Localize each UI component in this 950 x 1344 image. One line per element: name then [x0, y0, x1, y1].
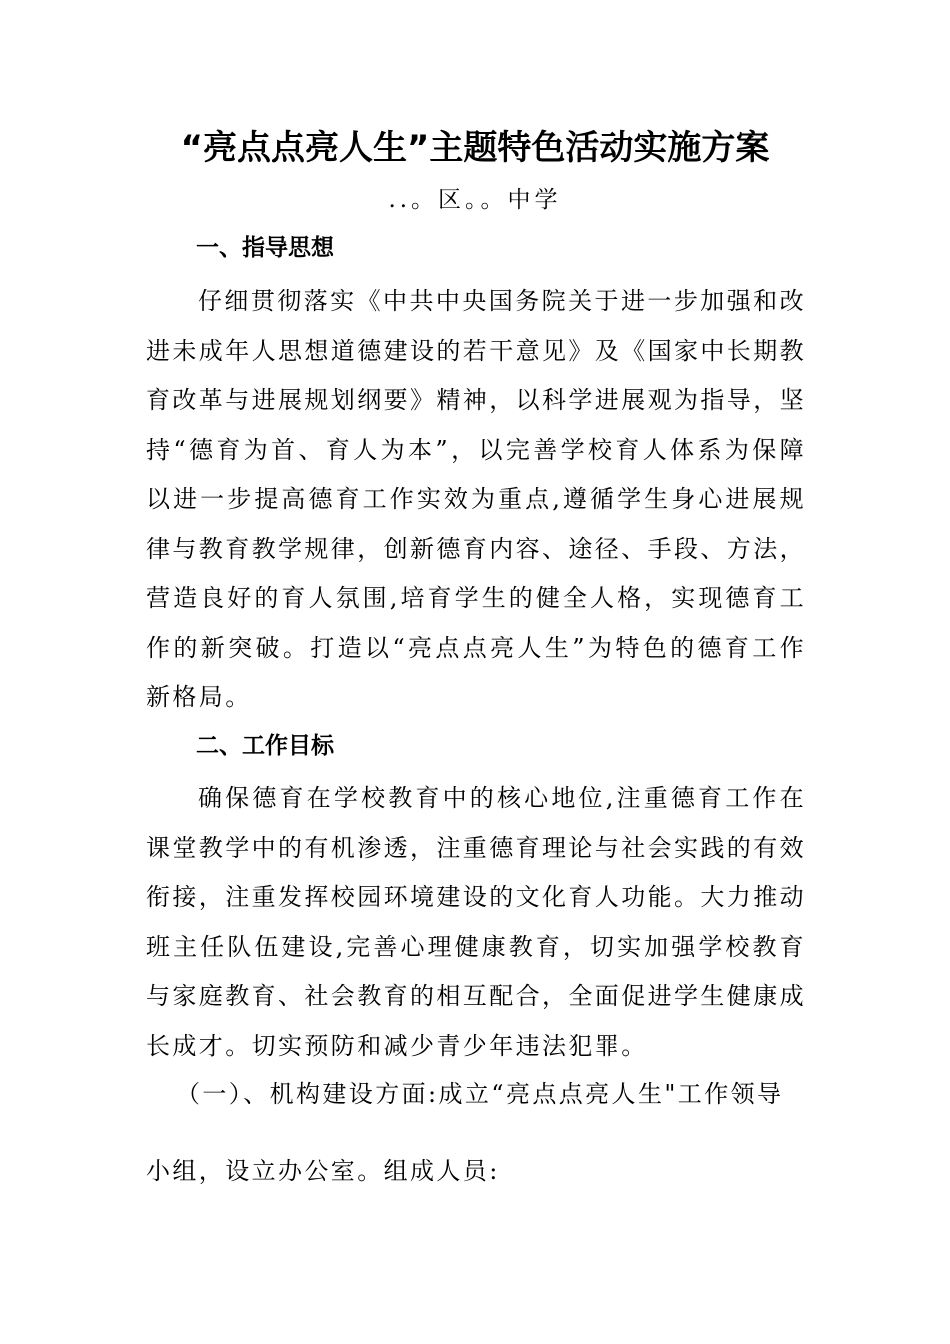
- section-heading-guiding-ideology: 一、指导思想: [196, 235, 334, 261]
- item-line-organization: （一）、机构建设方面:成立“亮点点亮人生"工作领导: [176, 1080, 784, 1108]
- section-heading-work-goals: 二、工作目标: [196, 733, 334, 759]
- section-paragraph-guiding-ideology: 仔细贯彻落实《中共中央国务院关于进一步加强和改进未成年人思想道德建设的若干意见》及《国家中长期教育改革与进展规划纲要》精神，以科学进展观为指导，坚持“德育为首、育人为本”，以完善学校育人体系为保障以进一步提高德育工作实效为重点,遵循学生身心进展规律与教育教学规律，创新德育内容、途径、手段、方法，营造良好的育人氛围,培育学生的健全人格，实现德育工作的新突破。打造以“亮点点亮人生”为特色的德育工作新格局。: [146, 287, 806, 711]
- item-continuation-line: 小组，设立办公室。组成人员:: [146, 1157, 500, 1185]
- section-paragraph-work-goals: 确保德育在学校教育中的核心地位,注重德育工作在课堂教学中的有机渗透，注重德育理论与社会实践的有效衔接，注重发挥校园环境建设的文化育人功能。大力推动班主任队伍建设,完善心理健康教育，切实加强学校教育与家庭教育、社会教育的相互配合，全面促进学生健康成长成才。切实预防和减少青少年违法犯罪。: [146, 784, 806, 1060]
- document-title: “亮点点亮人生”主题特色活动实施方案: [180, 128, 770, 168]
- document-subtitle: ..。区。。中学: [388, 187, 562, 213]
